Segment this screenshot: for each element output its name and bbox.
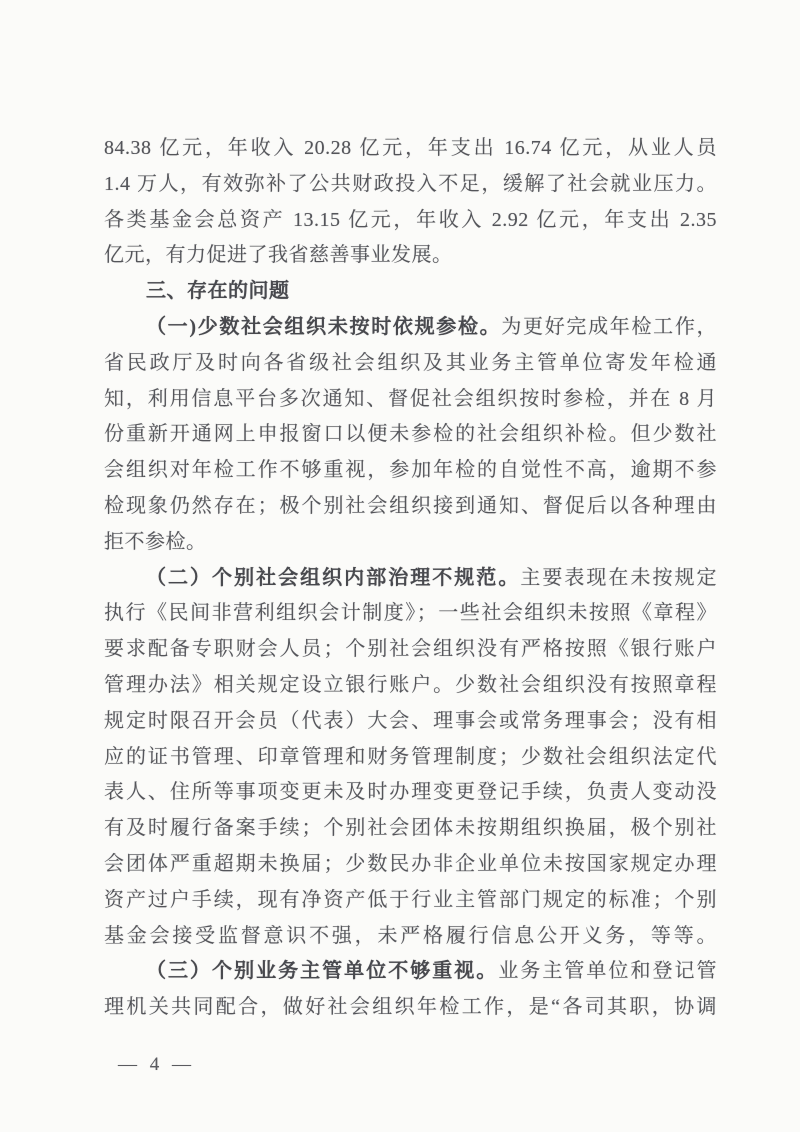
text-line — [104, 704, 717, 740]
text-line — [104, 990, 717, 1026]
body-text: 管理办法》相关规定设立银行账户。少数社会组织没有按照章程 — [104, 673, 717, 696]
text-line — [104, 131, 717, 167]
body-text: 会团体严重超期未换届；少数民办非企业单位未按国家规定办理 — [104, 852, 717, 875]
body-text: 检现象仍然存在；极个别社会组织接到通知、督促后以各种理由 — [104, 494, 717, 517]
paragraph-problem-three — [104, 954, 717, 1026]
text-line — [104, 453, 717, 489]
document-body — [104, 131, 717, 1026]
text-line — [104, 811, 717, 847]
text-line — [104, 775, 717, 811]
body-text: 业务主管单位和登记管 — [498, 960, 717, 983]
body-text: 1.4 万人，有效弥补了公共财政投入不足，缓解了社会就业压力。 — [104, 172, 717, 195]
body-text: 应的证书管理、印章管理和财务管理制度；少数社会组织法定代 — [104, 745, 717, 768]
text-line — [104, 382, 717, 418]
body-text: 表人、住所等事项变更未及时办理变更登记手续，负责人变动没 — [104, 781, 717, 804]
text-line — [104, 740, 717, 776]
body-text: 资产过户手续，现有净资产低于行业主管部门规定的标准；个别 — [104, 888, 717, 911]
body-text: 知，利用信息平台多次通知、督促社会组织按时参检，并在 8 月 — [104, 387, 717, 410]
text-line — [104, 847, 717, 883]
body-text: 为更好完成年检工作， — [501, 315, 717, 338]
body-text: 84.38 亿元，年收入 20.28 亿元，年支出 16.74 亿元，从业人员 — [104, 137, 717, 159]
body-text: 省民政厅及时向各省级社会组织及其业务主管单位寄发年检通 — [104, 351, 717, 374]
body-text: 理机关共同配合，做好社会组织年检工作，是“各司其职，协调 — [104, 996, 717, 1019]
text-line — [104, 668, 717, 704]
text-line — [104, 274, 717, 310]
heading-section-three — [104, 274, 717, 310]
bold-lead-in-text: （二）个别社会组织内部治理不规范。 — [146, 566, 521, 589]
body-text: 规定时限召开会员（代表）大会、理事会或常务理事会；没有相 — [104, 709, 717, 732]
paragraph-problem-one — [104, 310, 717, 561]
body-text: 有及时履行备案手续；个别社会团体未按期组织换届，极个别社 — [104, 817, 717, 840]
bold-lead-in-text: （三）个别业务主管单位不够重视。 — [146, 960, 499, 983]
page-number: — 4 — — [118, 1054, 195, 1075]
body-text: 主要表现在未按规定 — [520, 566, 717, 589]
text-line — [104, 346, 717, 382]
text-line — [104, 525, 717, 561]
text-line — [104, 238, 717, 274]
text-line — [104, 596, 717, 632]
text-line — [104, 919, 717, 955]
text-line — [104, 632, 717, 668]
body-text: 亿元，有力促进了我省慈善事业发展。 — [104, 244, 453, 267]
body-text: 会组织对年检工作不够重视，参加年检的自觉性不高，逾期不参 — [104, 459, 717, 482]
body-text: 份重新开通网上申报窗口以便未参检的社会组织补检。但少数社 — [104, 423, 717, 446]
body-text: 要求配备专职财会人员；个别社会组织没有严格按照《银行账户 — [104, 638, 717, 661]
bold-lead-in-text: （一)少数社会组织未按时依规参检。 — [146, 315, 502, 338]
text-line — [104, 883, 717, 919]
text-line — [104, 561, 717, 597]
text-line — [104, 489, 717, 525]
text-line — [104, 310, 717, 346]
bold-lead-in-text: 三、存在的问题 — [146, 280, 290, 303]
text-line — [104, 203, 717, 239]
body-text: 执行《民间非营利组织会计制度》；一些社会组织未按照《章程》 — [104, 602, 717, 625]
text-line — [104, 167, 717, 203]
body-text: 各类基金会总资产 13.15 亿元，年收入 2.92 亿元，年支出 2.35 — [104, 208, 717, 231]
body-text: 拒不参检。 — [104, 530, 207, 553]
body-text: 基金会接受监督意识不强，未严格履行信息公开义务，等等。 — [104, 924, 717, 947]
paragraph-problem-two — [104, 561, 717, 955]
text-line — [104, 954, 717, 990]
paragraph-charity-statistics — [104, 131, 717, 274]
text-line — [104, 417, 717, 453]
